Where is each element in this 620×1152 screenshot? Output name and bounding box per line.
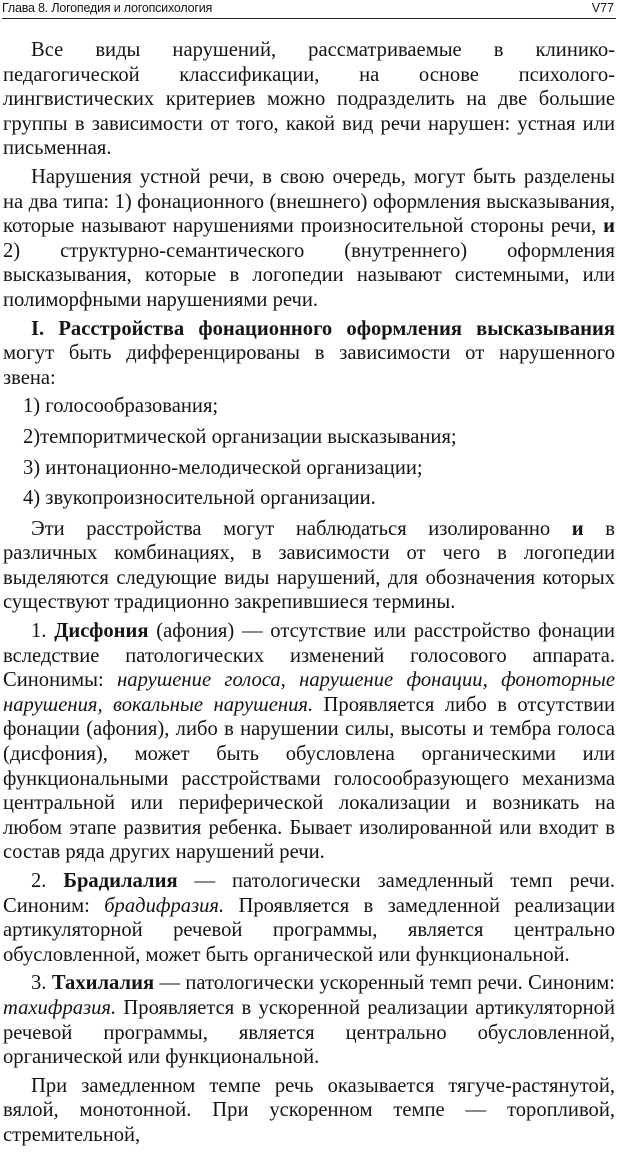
bradilalia-text-b: Проявляется в замедленной реализации артикуляторной речевой программы, является центрально обусловленной, может быть органической или функциональной. — [3, 894, 615, 966]
tachilalia-synonym: тахифразия. — [3, 996, 117, 1019]
list-item: 2)темпоритмической организации высказывания; — [23, 425, 457, 448]
page-body — [3, 38, 615, 1152]
dysphonia-text-b: Проявляется либо в отсутствии фонации (афония), либо в нарушении силы, высоты и тембра голоса (дисфония), может быть обусловлена органическими или функциональными расстройствами голосообразующего механизма центральной или периферической локализации и возникать на любом этапе развития ребенка. Бывает изолированной или входит в состав ряда других нарушений речи. — [3, 693, 615, 864]
chapter-title: Глава 8. Логопедия и логопсихология — [2, 1, 213, 15]
paragraph-dysphonia — [3, 619, 615, 865]
paragraph-oral-speech-text-b: 2) структурно-семантического (внутреннего) оформления высказывания, которые в логопедии называют системными, или полиморфными нарушениями речи. — [3, 239, 615, 311]
item-number: 2. — [31, 870, 64, 892]
item-number: 1. — [31, 620, 55, 643]
section-one-text: могут быть дифференцированы в зависимости от нарушенного звена: — [3, 342, 615, 389]
conjunction-and: и — [603, 215, 615, 238]
paragraph-intro-text: Все виды нарушений, рассматриваемые в клинико-педагогической классификации, на основе психолого-лингвистических критериев можно подразделить на две большие группы в зависимости от того, какой вид речи нарушен: устная или письменная. — [3, 39, 615, 160]
tachilalia-text-b: Проявляется в ускоренной реализации артикуляторной речевой программы, является центрально обусловленной, органической или функциональной. — [3, 996, 615, 1069]
paragraph-combinations-text-a: Эти расстройства могут наблюдаться изолированно — [31, 517, 572, 540]
paragraph-intro — [3, 38, 615, 161]
paragraph-section-one — [3, 317, 615, 391]
paragraph-oral-speech-text-a: Нарушения устной речи, в свою очередь, могут быть разделены на два типа: 1) фонационного (внешнего) оформления высказывания, которые называют нарушениями произносительной стороны речи, — [3, 165, 615, 238]
list-item: 3) интонационно-мелодической организации; — [23, 456, 423, 479]
dysphonia-text-a: (афония) — отсутствие или расстройство фонации вследствие патологических изменений голосового аппарата. Синонимы: — [3, 620, 615, 692]
paragraph-combinations — [3, 517, 615, 615]
bradilalia-text-a: — патологически замедленный темп речи. Синоним: — [3, 870, 615, 917]
paragraph-oral-speech — [3, 165, 615, 313]
list-item: 1) голосообразования; — [23, 395, 219, 418]
paragraph-tachilalia — [3, 971, 615, 1069]
tachilalia-text-a: — патологически ускоренный темп речи. Синоним: — [154, 972, 615, 995]
page-number: V77 — [591, 1, 614, 15]
conjunction-and: и — [571, 517, 584, 540]
term-dysphonia: Дисфония — [54, 620, 149, 643]
paragraph-bradilalia — [3, 869, 615, 967]
section-heading: I. Расстройства фонационного оформления высказывания — [31, 317, 615, 340]
paragraph-tempo — [3, 1074, 615, 1148]
term-tachilalia: Тахилалия — [51, 972, 155, 995]
paragraph-tempo-text: При замедленном темпе речь оказывается тягуче-растянутой, вялой, монотонной. При ускоренном темпе — торопливой, стремительной, — [3, 1074, 615, 1146]
dysphonia-synonyms: нарушение голоса, нарушение фонации, фоноторные нарушения, вокальные нарушения. — [3, 669, 615, 716]
paragraph-combinations-text-b: в различных комбинациях, в зависимости от чего в логопедии выделяются следующие виды нарушений, для обозначения которых существуют традиционно закрепившиеся термины. — [3, 517, 615, 614]
list-item: 4) звукопроизносительной организации. — [23, 487, 376, 510]
item-number: 3. — [31, 972, 52, 995]
term-bradilalia: Брадилалия — [63, 870, 178, 892]
bradilalia-synonym: брадифразия. — [104, 894, 225, 917]
running-header — [2, 0, 616, 19]
